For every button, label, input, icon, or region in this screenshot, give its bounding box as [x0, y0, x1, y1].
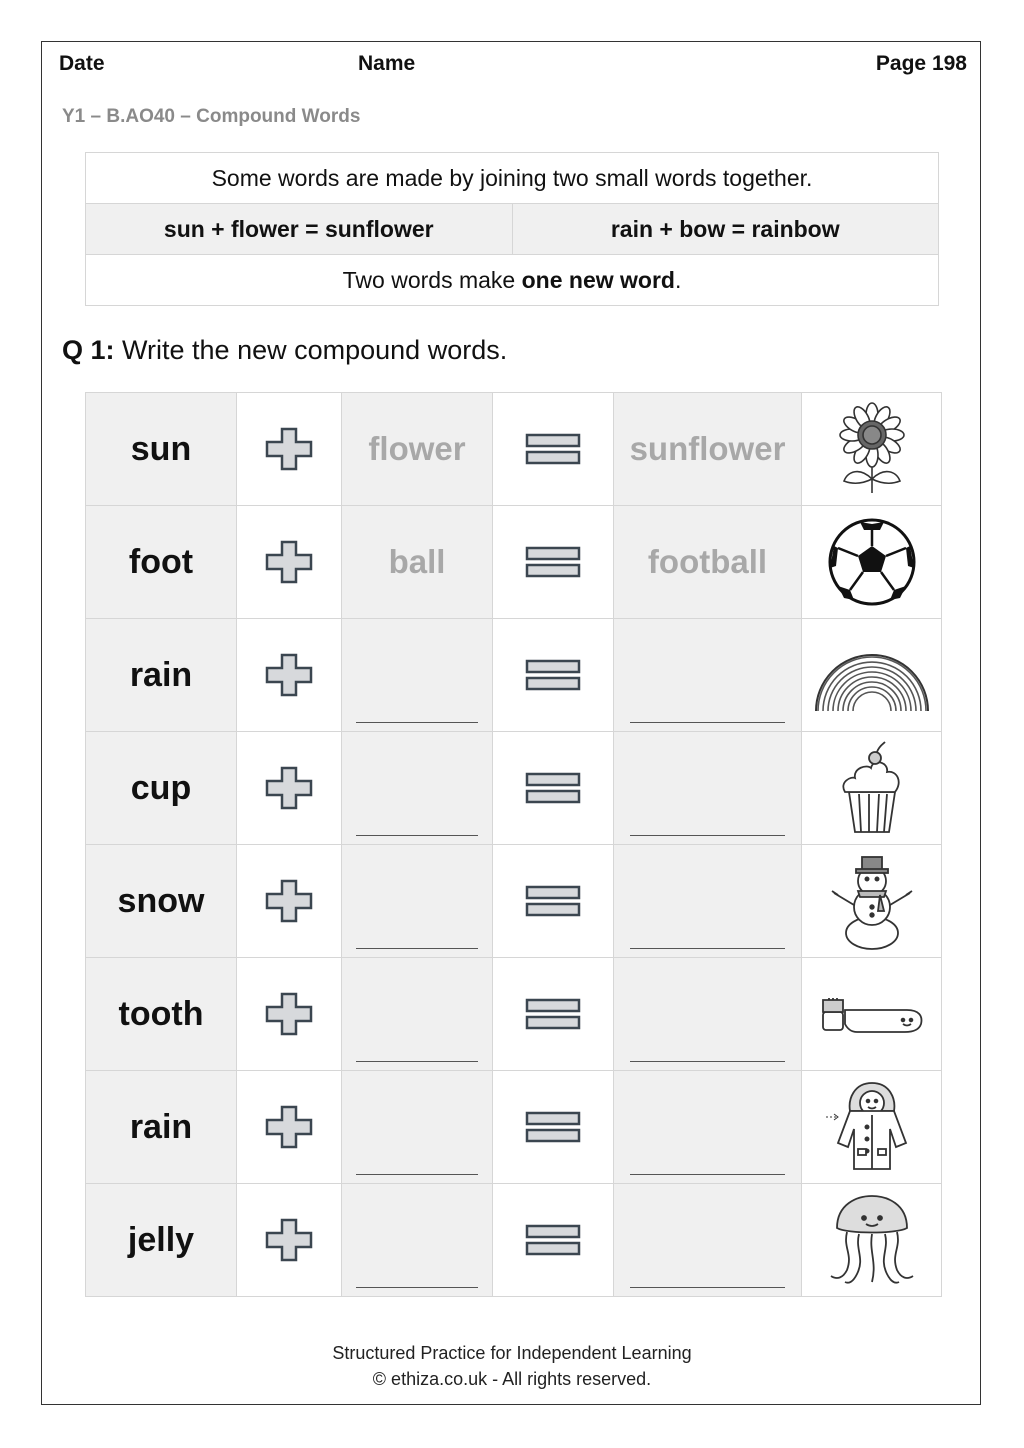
compound-word-text: sunflower: [629, 430, 786, 467]
equals-icon: [493, 958, 614, 1071]
plus-icon: [237, 1184, 342, 1297]
info-box: [85, 152, 939, 306]
answer-line: [356, 1287, 478, 1288]
snowman-icon: [802, 845, 942, 958]
page-number: Page 198: [875, 52, 967, 75]
compound-word-text: football: [647, 543, 768, 580]
equals-icon: [493, 619, 614, 732]
first-word: cup: [86, 732, 237, 845]
answer-line: [630, 1061, 785, 1062]
info-summary: [86, 255, 939, 306]
answer-line: [356, 948, 478, 949]
info-example-sunflower: sun + flower = sunflower: [86, 204, 513, 255]
info-summary-post: .: [674, 266, 682, 293]
answer-line: [356, 1061, 478, 1062]
answer-line: [630, 948, 785, 949]
plus-icon: [237, 845, 342, 958]
first-word: tooth: [86, 958, 237, 1071]
answer-line: [356, 1174, 478, 1175]
equals-icon: [493, 732, 614, 845]
date-label: Date: [59, 52, 105, 75]
second-word-text: flower: [368, 430, 466, 467]
question-1: [62, 335, 507, 366]
grid-row: [86, 732, 942, 845]
second-word-answer[interactable]: [342, 1184, 493, 1297]
first-word: jelly: [86, 1184, 237, 1297]
cupcake-icon: [802, 732, 942, 845]
first-word: snow: [86, 845, 237, 958]
equals-icon: [493, 506, 614, 619]
compound-word-answer[interactable]: [614, 958, 802, 1071]
answer-line: [630, 1174, 785, 1175]
equals-icon: [493, 1184, 614, 1297]
compound-word-answer[interactable]: [614, 506, 802, 619]
second-word-answer[interactable]: [342, 845, 493, 958]
grid-row: [86, 1071, 942, 1184]
answer-line: [356, 722, 478, 723]
footer-tagline: Structured Practice for Independent Learning: [332, 1343, 692, 1363]
grid-row: [86, 845, 942, 958]
plus-icon: [237, 1071, 342, 1184]
plus-icon: [237, 393, 342, 506]
sunflower-icon: [802, 393, 942, 506]
question-text: Write the new compound words.: [122, 335, 508, 365]
answer-line: [630, 722, 785, 723]
second-word-answer[interactable]: [342, 958, 493, 1071]
compound-word-answer[interactable]: [614, 393, 802, 506]
plus-icon: [237, 958, 342, 1071]
footer-copyright: © ethiza.co.uk - All rights reserved.: [372, 1369, 652, 1389]
toothbrush-icon: [802, 958, 942, 1071]
plus-icon: [237, 732, 342, 845]
answer-line: [630, 1287, 785, 1288]
plus-icon: [237, 619, 342, 732]
compound-word-answer[interactable]: [614, 1184, 802, 1297]
equals-icon: [493, 845, 614, 958]
plus-icon: [237, 506, 342, 619]
info-summary-pre: Two words make: [342, 266, 522, 293]
compound-word-answer[interactable]: [614, 619, 802, 732]
equals-icon: [493, 393, 614, 506]
question-number: Q 1:: [62, 335, 115, 365]
compound-words-grid: [85, 392, 942, 1297]
grid-row: [86, 1184, 942, 1297]
soccer-ball-icon: [802, 506, 942, 619]
first-word: sun: [86, 393, 237, 506]
second-word-answer[interactable]: [342, 506, 493, 619]
grid-row: [86, 393, 942, 506]
compound-word-answer[interactable]: [614, 845, 802, 958]
jellyfish-icon: [802, 1184, 942, 1297]
name-label: Name: [358, 52, 416, 75]
second-word-answer[interactable]: [342, 1071, 493, 1184]
first-word: foot: [86, 506, 237, 619]
first-word: rain: [86, 1071, 237, 1184]
raincoat-icon: [802, 1071, 942, 1184]
compound-word-answer[interactable]: [614, 1071, 802, 1184]
second-word-text: ball: [388, 543, 446, 580]
grid-row: [86, 619, 942, 732]
info-intro: Some words are made by joining two small words together.: [86, 153, 939, 204]
answer-line: [356, 835, 478, 836]
second-word-answer[interactable]: [342, 619, 493, 732]
worksheet-subtitle: Y1 – B.AO40 – Compound Words: [62, 106, 361, 127]
info-summary-bold: one new word: [521, 266, 675, 293]
second-word-answer[interactable]: [342, 732, 493, 845]
grid-row: [86, 958, 942, 1071]
equals-icon: [493, 1071, 614, 1184]
second-word-answer[interactable]: [342, 393, 493, 506]
grid-row: [86, 506, 942, 619]
rainbow-icon: [802, 619, 942, 732]
compound-word-answer[interactable]: [614, 732, 802, 845]
answer-line: [630, 835, 785, 836]
info-example-rainbow: rain + bow = rainbow: [512, 204, 939, 255]
first-word: rain: [86, 619, 237, 732]
